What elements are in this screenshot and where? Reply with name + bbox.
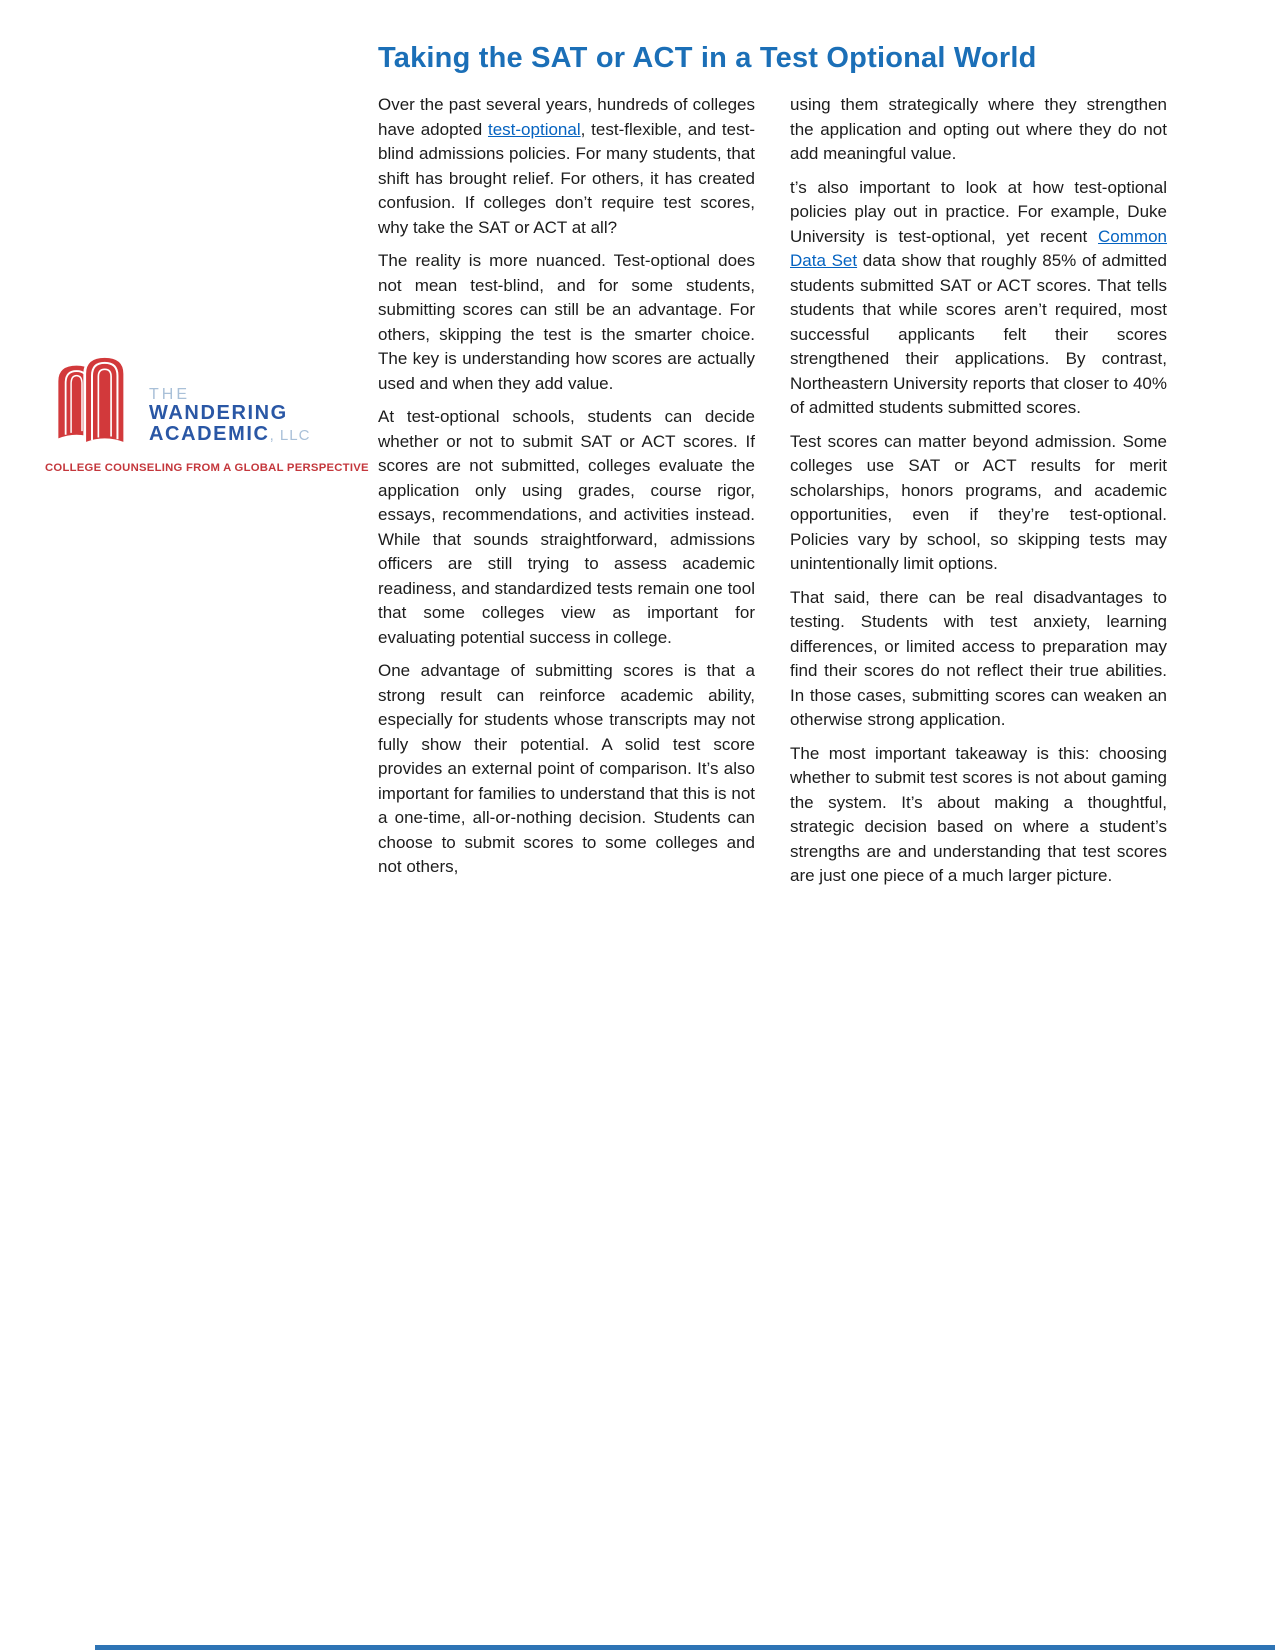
paragraph: using them strategically where they strengthen the application and opting out where they do not add meaningful value. [790, 95, 1167, 163]
books-icon [45, 352, 139, 452]
inline-link[interactable]: test-optional [488, 119, 581, 139]
page-title: Taking the SAT or ACT in a Test Optional World [378, 42, 1037, 74]
paragraph: The reality is more nuanced. Test-optional does not mean test-blind, and for some students, submitting scores can still be an advantage. For others, skipping the test is the smarter choice. The key is understanding how scores are actually used and when they add value. [378, 251, 755, 393]
paragraph: t’s also important to look at how test-optional policies play out in practice. For example, Duke University is test-optional, yet recent Common Data Set data show that roughly 85% of admitted students submitted SAT or ACT scores. That tells students that while scores aren’t required, most successful applicants felt their scores strengthened their applications. By contrast, Northeastern University reports that closer to 40% of admitted students submitted scores. [790, 177, 1167, 417]
inline-link[interactable]: Common Data Set [790, 226, 1167, 270]
paragraph: Test scores can matter beyond admission. Some colleges use SAT or ACT results for merit scholarships, honors programs, and academic opportunities, even if they’re test-optional. Policies vary by school, so skipping tests may unintentionally limit options. [790, 431, 1167, 573]
company-logo [45, 352, 369, 474]
paragraph: At test-optional schools, students can decide whether or not to submit SAT or ACT scores. If scores are not submitted, colleges evaluate the application only using grades, course rigor, essays, recommendations, and activities instead. While that sounds straightforward, admissions officers are still trying to assess academic readiness, and standardized tests remain one tool that some colleges view as important for evaluating potential success in college. [378, 407, 755, 647]
two-column-layout [378, 93, 1168, 889]
article-column-left [378, 93, 755, 889]
footer-rule [95, 1645, 1275, 1650]
logo-academic: ACADEMIC, LLC [149, 423, 311, 446]
logo-tagline: COLLEGE COUNSELING FROM A GLOBAL PERSPECTIVE [45, 462, 369, 474]
logo-wordmark [149, 386, 310, 452]
paragraph: Over the past several years, hundreds of colleges have adopted test-optional, test-flexible, and test-blind admissions policies. For many students, that shift has brought relief. For others, it has created confusion. If colleges don’t require test scores, why take the SAT or ACT at all? [378, 95, 755, 237]
paragraph: That said, there can be real disadvantages to testing. Students with test anxiety, learning differences, or limited access to preparation may find their scores do not reflect their true abilities. In those cases, submitting scores can weaken an otherwise strong application. [790, 587, 1167, 729]
paragraph: The most important takeaway is this: choosing whether to submit test scores is not about gaming the system. It’s about making a thoughtful, strategic decision based on where a student’s strengths are and understanding that test scores are just one piece of a much larger picture. [790, 743, 1167, 885]
paragraph: One advantage of submitting scores is that a strong result can reinforce academic ability, especially for students whose transcripts may not fully show their potential. A solid test score provides an external point of comparison. It’s also important for families to understand that this is not a one-time, all-or-nothing decision. Students can choose to submit scores to some colleges and not others, [378, 661, 755, 876]
logo-wandering: WANDERING [149, 401, 288, 424]
article-column-right [790, 93, 1167, 889]
logo-the: THE [149, 385, 190, 403]
logo-llc: , LLC [269, 427, 311, 445]
article-content [378, 42, 1168, 889]
